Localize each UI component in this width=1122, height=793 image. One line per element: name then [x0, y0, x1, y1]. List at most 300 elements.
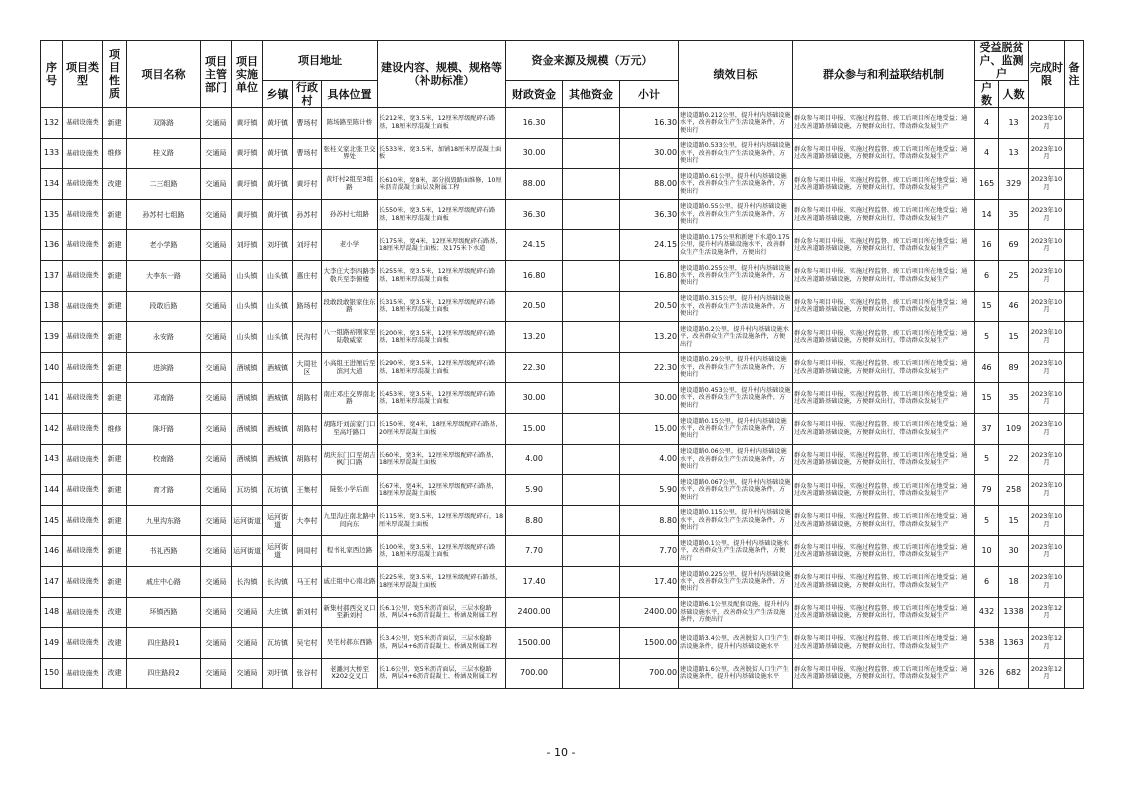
cell-other	[563, 475, 620, 506]
cell-village: 网周村	[293, 536, 322, 567]
cell-seq: 145	[41, 505, 63, 536]
cell-remark	[1065, 536, 1084, 567]
header-benefit: 受益脱贫户、监测户	[975, 41, 1029, 81]
cell-dept: 交通局	[201, 536, 232, 567]
cell-dept: 交通局	[201, 566, 232, 597]
cell-dept: 交通局	[201, 444, 232, 475]
cell-remark	[1065, 566, 1084, 597]
cell-mech: 群众参与项目申报、实施过程监督、竣工后项目所在地受益；通过改善道路基础设施，方便群众出行，带动群众发展生产	[793, 169, 975, 200]
cell-village: 曹场村	[293, 138, 322, 169]
header-dept: 项目主管部门	[201, 41, 232, 108]
cell-town: 长沟镇	[263, 566, 293, 597]
cell-other	[563, 383, 620, 414]
cell-goal: 建设道路0.533公里，提升村内基础设施水平，改善群众生产生活设施条件，方便出行	[679, 138, 793, 169]
cell-households: 15	[975, 383, 999, 414]
cell-subtotal: 8.80	[620, 505, 679, 536]
cell-subtotal: 36.30	[620, 199, 679, 230]
header-subtotal: 小计	[620, 81, 679, 108]
cell-unit: 黄圩镇	[232, 108, 263, 139]
cell-subtotal: 88.00	[620, 169, 679, 200]
cell-households: 79	[975, 475, 999, 506]
cell-town: 酒城镇	[263, 352, 293, 383]
header-remark: 备注	[1065, 41, 1084, 108]
cell-subtotal: 1500.00	[620, 628, 679, 659]
cell-content: 长3.4公里，宽5米沥青面层，三层水稳路基，两层4+6沥青混凝土、桥涵及附属工程	[378, 628, 506, 659]
cell-goal: 建设道路6.1公里及配套设施，提升村内基础设施水平，改善群众生产生活设施条件，方便出行	[679, 597, 793, 628]
cell-name: 双陈路	[127, 108, 201, 139]
cell-deadline: 2023年10月	[1029, 536, 1065, 567]
cell-type: 基础设施类	[63, 291, 103, 322]
cell-village: 胡陈村	[293, 383, 322, 414]
cell-households: 10	[975, 536, 999, 567]
cell-type: 基础设施类	[63, 230, 103, 261]
cell-mech: 群众参与项目申报、实施过程监督、竣工后项目所在地受益；通过改善道路基础设施，方便群众出行，带动群众发展生产	[793, 566, 975, 597]
cell-dept: 交通局	[201, 597, 232, 628]
cell-loc: 胡庆东门口至胡吉枫门口路	[322, 444, 378, 475]
cell-unit: 运河街道	[232, 505, 263, 536]
cell-content: 长175米，宽4米，12厘米厚级配碎石路基，18厘米厚混凝土面板；及175米下水道	[378, 230, 506, 261]
cell-name: 大李东一路	[127, 260, 201, 291]
cell-subtotal: 7.70	[620, 536, 679, 567]
cell-households: 432	[975, 597, 999, 628]
cell-deadline: 2023年10月	[1029, 230, 1065, 261]
header-unit: 项目实施单位	[232, 41, 263, 108]
cell-remark	[1065, 230, 1084, 261]
cell-goal: 建设道路0.255公里，提升村内基础设施水平，改善群众生产生活设施条件，方便出行	[679, 260, 793, 291]
cell-deadline: 2023年10月	[1029, 352, 1065, 383]
table-row	[41, 260, 1084, 291]
cell-type: 基础设施类	[63, 108, 103, 139]
cell-town: 山头镇	[263, 260, 293, 291]
cell-nature: 新建	[103, 352, 127, 383]
cell-deadline: 2023年12月	[1029, 597, 1065, 628]
cell-dept: 交通局	[201, 260, 232, 291]
cell-loc: 小高组王进厘后至滨河大道	[322, 352, 378, 383]
cell-goal: 建设道路0.06公里，提升村内基础设施水平，改善群众生产生活设施条件，方便出行	[679, 444, 793, 475]
header-village: 行政村	[293, 81, 322, 108]
cell-name: 孙苏村七组路	[127, 199, 201, 230]
cell-remark	[1065, 291, 1084, 322]
cell-seq: 140	[41, 352, 63, 383]
cell-subtotal: 17.40	[620, 566, 679, 597]
cell-fiscal: 16.30	[506, 108, 563, 139]
cell-village: 刘圩村	[293, 230, 322, 261]
cell-nature: 新建	[103, 475, 127, 506]
cell-dept: 交通局	[201, 108, 232, 139]
cell-households: 538	[975, 628, 999, 659]
cell-goal: 建设道路0.29公里，提升村内基础设施水平，改善群众生产生活设施条件，方便出行	[679, 352, 793, 383]
cell-village: 胡陈村	[293, 413, 322, 444]
cell-name: 四庄路段1	[127, 628, 201, 659]
cell-unit: 交通局	[232, 658, 263, 689]
cell-loc: 张桂义家北张卫交界处	[322, 138, 378, 169]
cell-loc: 戚庄组中心南北路	[322, 566, 378, 597]
cell-other	[563, 230, 620, 261]
cell-mech: 群众参与项目申报、实施过程监督、竣工后项目所在地受益；通过改善道路基础设施，方便群众出行，带动群众发展生产	[793, 413, 975, 444]
cell-mech: 群众参与项目申报、实施过程监督、竣工后项目所在地受益；通过改善道路基础设施，方便群众出行，带动群众发展生产	[793, 291, 975, 322]
table-row	[41, 658, 1084, 689]
cell-mech: 群众参与项目申报、实施过程监督、竣工后项目所在地受益；通过改善道路基础设施，方便群众出行，带动群众发展生产	[793, 138, 975, 169]
cell-deadline: 2023年12月	[1029, 658, 1065, 689]
header-type: 项目类型	[63, 41, 103, 108]
cell-fiscal: 1500.00	[506, 628, 563, 659]
cell-town: 运河街道	[263, 536, 293, 567]
cell-type: 基础设施类	[63, 566, 103, 597]
cell-type: 基础设施类	[63, 475, 103, 506]
cell-nature: 新建	[103, 322, 127, 353]
cell-fiscal: 24.15	[506, 230, 563, 261]
cell-content: 长212米，宽3.5米，12厘米厚级配碎石路基，18厘米厚混凝土面板	[378, 108, 506, 139]
cell-village: 惠庄村	[293, 260, 322, 291]
cell-seq: 141	[41, 383, 63, 414]
cell-subtotal: 30.00	[620, 383, 679, 414]
cell-households: 46	[975, 352, 999, 383]
header-nature: 项目性质	[103, 41, 127, 108]
cell-other	[563, 658, 620, 689]
cell-type: 基础设施类	[63, 597, 103, 628]
cell-households: 5	[975, 444, 999, 475]
cell-goal: 建设道路1.6公里，改善脱贫人口生产生活设施条件，提升村内基础设施水平	[679, 658, 793, 689]
cell-type: 基础设施类	[63, 505, 103, 536]
cell-loc: 程书礼家西边路	[322, 536, 378, 567]
cell-remark	[1065, 628, 1084, 659]
cell-people: 1363	[999, 628, 1029, 659]
cell-remark	[1065, 658, 1084, 689]
cell-type: 基础设施类	[63, 322, 103, 353]
cell-subtotal: 24.15	[620, 230, 679, 261]
cell-village: 黄圩村	[293, 169, 322, 200]
cell-dept: 交通局	[201, 291, 232, 322]
cell-nature: 改建	[103, 597, 127, 628]
header-town: 乡镇	[263, 81, 293, 108]
cell-town: 山头镇	[263, 291, 293, 322]
cell-subtotal: 5.90	[620, 475, 679, 506]
cell-fiscal: 30.00	[506, 138, 563, 169]
cell-content: 长225米，宽3.5米，12厘米级配碎石路基，18厘米厚混凝土面板	[378, 566, 506, 597]
cell-loc: 老濉河大桥至X202交叉口	[322, 658, 378, 689]
cell-seq: 150	[41, 658, 63, 689]
cell-content: 长115米，宽3.5米，12厘米厚级配碎石，18厘米厚混凝土面板	[378, 505, 506, 536]
cell-fiscal: 8.80	[506, 505, 563, 536]
cell-nature: 新建	[103, 383, 127, 414]
cell-village: 张谷村	[293, 658, 322, 689]
cell-type: 基础设施类	[63, 169, 103, 200]
cell-name: 段敢后路	[127, 291, 201, 322]
cell-fiscal: 2400.00	[506, 597, 563, 628]
cell-town: 瓦坊镇	[263, 628, 293, 659]
cell-nature: 新建	[103, 536, 127, 567]
cell-unit: 刘圩镇	[232, 230, 263, 261]
cell-type: 基础设施类	[63, 658, 103, 689]
table-row	[41, 322, 1084, 353]
cell-nature: 新建	[103, 505, 127, 536]
cell-mech: 群众参与项目申报、实施过程监督、竣工后项目所在地受益；通过改善道路基础设施，方便群众出行，带动群众发展生产	[793, 628, 975, 659]
cell-people: 30	[999, 536, 1029, 567]
cell-fiscal: 88.00	[506, 169, 563, 200]
cell-loc: 吴宅村郝东西路	[322, 628, 378, 659]
cell-village: 吴宅村	[293, 628, 322, 659]
cell-name: 进滨路	[127, 352, 201, 383]
table-row	[41, 291, 1084, 322]
cell-unit: 黄圩镇	[232, 169, 263, 200]
page-number: - 10 -	[546, 746, 576, 759]
cell-unit: 山头镇	[232, 291, 263, 322]
cell-subtotal: 4.00	[620, 444, 679, 475]
cell-goal: 建设道路0.2公里，提升村内基础设施水平，改善群众生产生活设施条件，方便出行	[679, 322, 793, 353]
cell-dept: 交通局	[201, 230, 232, 261]
cell-unit: 长沟镇	[232, 566, 263, 597]
cell-nature: 改建	[103, 169, 127, 200]
cell-households: 326	[975, 658, 999, 689]
cell-deadline: 2023年10月	[1029, 199, 1065, 230]
cell-goal: 建设道路0.212公里，提升村内基础设施水平，改善群众生产生活设施条件，方便出行	[679, 108, 793, 139]
cell-mech: 群众参与项目申报、实施过程监督、竣工后项目所在地受益；通过改善道路基础设施，方便群众出行，带动群众发展生产	[793, 383, 975, 414]
cell-loc: 陡张小学后面	[322, 475, 378, 506]
cell-unit: 酒城镇	[232, 352, 263, 383]
cell-loc: 南庄邓庄交界南北路	[322, 383, 378, 414]
cell-goal: 建设道路0.453公里，提升村内基础设施水平，改善群众生产生活设施条件，方便出行	[679, 383, 793, 414]
cell-nature: 新建	[103, 444, 127, 475]
cell-subtotal: 16.80	[620, 260, 679, 291]
cell-deadline: 2023年10月	[1029, 413, 1065, 444]
cell-remark	[1065, 138, 1084, 169]
cell-seq: 143	[41, 444, 63, 475]
cell-remark	[1065, 169, 1084, 200]
cell-deadline: 2023年10月	[1029, 383, 1065, 414]
cell-dept: 交通局	[201, 383, 232, 414]
cell-households: 16	[975, 230, 999, 261]
table-row	[41, 444, 1084, 475]
cell-remark	[1065, 260, 1084, 291]
cell-unit: 酒城镇	[232, 383, 263, 414]
cell-other	[563, 322, 620, 353]
cell-subtotal: 700.00	[620, 658, 679, 689]
cell-content: 长290米，宽3.5米，12厘米厚级配碎石路基，18厘米厚混凝土面板	[378, 352, 506, 383]
cell-deadline: 2023年10月	[1029, 444, 1065, 475]
table-row	[41, 108, 1084, 139]
cell-loc: 老小学	[322, 230, 378, 261]
cell-other	[563, 199, 620, 230]
cell-loc: 大李庄大李四路李敬兵至李俯楼	[322, 260, 378, 291]
cell-content: 长533米，宽3.5米，加铺18厘米厚混凝土面板	[378, 138, 506, 169]
cell-name: 永安路	[127, 322, 201, 353]
cell-households: 5	[975, 322, 999, 353]
cell-content: 长100米，宽3.5米，12厘米厚级配碎石路基，18厘米厚混凝土面板	[378, 536, 506, 567]
cell-deadline: 2023年12月	[1029, 628, 1065, 659]
cell-fiscal: 30.00	[506, 383, 563, 414]
cell-seq: 134	[41, 169, 63, 200]
cell-type: 基础设施类	[63, 536, 103, 567]
cell-nature: 新建	[103, 108, 127, 139]
cell-nature: 新建	[103, 260, 127, 291]
cell-people: 682	[999, 658, 1029, 689]
cell-deadline: 2023年10月	[1029, 169, 1065, 200]
cell-goal: 建设道路0.61公里，提升村内基础设施水平，改善群众生产生活设施条件，方便出行	[679, 169, 793, 200]
cell-goal: 建设道路0.55公里，提升村内基础设施水平，改善群众生产生活设施条件，方便出行	[679, 199, 793, 230]
cell-town: 运河街道	[263, 505, 293, 536]
cell-people: 258	[999, 475, 1029, 506]
cell-other	[563, 597, 620, 628]
header-seq: 序号	[41, 41, 63, 108]
cell-goal: 建设道路0.315公里，提升村内基础设施水平，改善群众生产生活设施条件，方便出行	[679, 291, 793, 322]
cell-goal: 建设道路0.067公里，提升村内基础设施水平，改善群众生产生活设施条件，方便出行	[679, 475, 793, 506]
cell-content: 长1.6公里，宽5米沥青面层，三层水稳路基，两层4+6沥青混凝土、桥涵及附属工程	[378, 658, 506, 689]
cell-loc: 九里沟庄南北路中间向东	[322, 505, 378, 536]
cell-nature: 新建	[103, 291, 127, 322]
cell-subtotal: 15.00	[620, 413, 679, 444]
table-body	[41, 108, 1084, 689]
cell-seq: 148	[41, 597, 63, 628]
header-loc: 具体位置	[322, 81, 378, 108]
cell-mech: 群众参与项目申报、实施过程监督、竣工后项目所在地受益；通过改善道路基础设施，方便群众出行，带动群众发展生产	[793, 475, 975, 506]
cell-unit: 交通局	[232, 597, 263, 628]
cell-town: 酒城镇	[263, 383, 293, 414]
table-row	[41, 169, 1084, 200]
table-row	[41, 566, 1084, 597]
cell-town: 黄圩镇	[263, 108, 293, 139]
cell-unit: 山头镇	[232, 260, 263, 291]
cell-deadline: 2023年10月	[1029, 322, 1065, 353]
cell-other	[563, 628, 620, 659]
project-table	[40, 40, 1084, 689]
cell-mech: 群众参与项目申报、实施过程监督、竣工后项目所在地受益；通过改善道路基础设施，方便群众出行，带动群众发展生产	[793, 444, 975, 475]
cell-nature: 维修	[103, 138, 127, 169]
cell-people: 1338	[999, 597, 1029, 628]
cell-goal: 建设道路0.225公里，提升村内基础设施水平，改善群众生产生活设施条件，方便出行	[679, 566, 793, 597]
cell-loc: 黄圩村2组至3组路	[322, 169, 378, 200]
cell-town: 黄圩镇	[263, 199, 293, 230]
cell-type: 基础设施类	[63, 628, 103, 659]
cell-nature: 新建	[103, 566, 127, 597]
table-row	[41, 597, 1084, 628]
cell-town: 黄圩镇	[263, 169, 293, 200]
cell-type: 基础设施类	[63, 383, 103, 414]
cell-other	[563, 413, 620, 444]
cell-seq: 146	[41, 536, 63, 567]
cell-content: 长315米，宽3.5米，12厘米厚级配碎石路基，18厘米厚混凝土面板	[378, 291, 506, 322]
cell-fiscal: 7.70	[506, 536, 563, 567]
cell-seq: 142	[41, 413, 63, 444]
cell-people: 329	[999, 169, 1029, 200]
cell-other	[563, 291, 620, 322]
cell-dept: 交通局	[201, 322, 232, 353]
header-people: 人数	[999, 81, 1029, 108]
cell-subtotal: 16.30	[620, 108, 679, 139]
cell-loc: 段敢段敢银家住东路	[322, 291, 378, 322]
cell-dept: 交通局	[201, 138, 232, 169]
cell-fiscal: 36.30	[506, 199, 563, 230]
cell-name: 老小学路	[127, 230, 201, 261]
cell-town: 刘圩镇	[263, 230, 293, 261]
cell-fiscal: 22.30	[506, 352, 563, 383]
cell-subtotal: 30.00	[620, 138, 679, 169]
cell-people: 13	[999, 138, 1029, 169]
cell-other	[563, 108, 620, 139]
cell-subtotal: 13.20	[620, 322, 679, 353]
cell-fiscal: 20.50	[506, 291, 563, 322]
cell-loc: 胡陈圩刘前家门口至高圩路口	[322, 413, 378, 444]
cell-people: 69	[999, 230, 1029, 261]
cell-seq: 149	[41, 628, 63, 659]
cell-seq: 132	[41, 108, 63, 139]
cell-dept: 交通局	[201, 413, 232, 444]
cell-type: 基础设施类	[63, 444, 103, 475]
cell-village: 路场村	[293, 291, 322, 322]
cell-fiscal: 4.00	[506, 444, 563, 475]
cell-dept: 交通局	[201, 658, 232, 689]
cell-seq: 139	[41, 322, 63, 353]
cell-unit: 酒城镇	[232, 413, 263, 444]
cell-content: 长453米，宽3.5米，12厘米厚级配碎石路基，18厘米厚混凝土面板	[378, 383, 506, 414]
cell-people: 15	[999, 322, 1029, 353]
cell-dept: 交通局	[201, 169, 232, 200]
table-row	[41, 199, 1084, 230]
cell-subtotal: 20.50	[620, 291, 679, 322]
cell-nature: 新建	[103, 199, 127, 230]
cell-loc: 新集村郝西交叉口至新刘村	[322, 597, 378, 628]
cell-remark	[1065, 108, 1084, 139]
table-row	[41, 413, 1084, 444]
cell-other	[563, 169, 620, 200]
cell-village: 曹场村	[293, 108, 322, 139]
cell-name: 四庄路段2	[127, 658, 201, 689]
cell-nature: 改建	[103, 628, 127, 659]
cell-remark	[1065, 199, 1084, 230]
cell-deadline: 2023年10月	[1029, 291, 1065, 322]
cell-loc: 孙苏村七组路	[322, 199, 378, 230]
cell-people: 15	[999, 505, 1029, 536]
cell-households: 5	[975, 505, 999, 536]
table-row	[41, 475, 1084, 506]
cell-goal: 建设道路0.1公里，提升村内基础设施水平，改善群众生产生活设施条件，方便出行	[679, 536, 793, 567]
cell-households: 14	[975, 199, 999, 230]
cell-mech: 群众参与项目申报、实施过程监督、竣工后项目所在地受益；通过改善道路基础设施，方便群众出行，带动群众发展生产	[793, 536, 975, 567]
table-row	[41, 138, 1084, 169]
cell-dept: 交通局	[201, 628, 232, 659]
cell-loc: 陈场路至陈计桥	[322, 108, 378, 139]
cell-remark	[1065, 475, 1084, 506]
cell-households: 165	[975, 169, 999, 200]
cell-town: 刘圩镇	[263, 658, 293, 689]
cell-other	[563, 536, 620, 567]
table-row	[41, 536, 1084, 567]
header-fund: 资金来源及规模（万元）	[506, 41, 679, 81]
cell-mech: 群众参与项目申报、实施过程监督、竣工后项目所在地受益；通过改善道路基础设施，方便群众出行，带动群众发展生产	[793, 260, 975, 291]
cell-village: 民沟村	[293, 322, 322, 353]
cell-content: 长200米，宽3.5米，12厘米厚级配碎石路基，18厘米厚混凝土面板	[378, 322, 506, 353]
cell-goal: 建设道路0.15公里，提升村内基础设施水平，改善群众生产生活设施条件，方便出行	[679, 413, 793, 444]
cell-mech: 群众参与项目申报、实施过程监督、竣工后项目所在地受益；通过改善道路基础设施，方便群众出行，带动群众发展生产	[793, 199, 975, 230]
cell-village: 大李村	[293, 505, 322, 536]
cell-other	[563, 352, 620, 383]
cell-content: 长610米，宽8米，部分损毁路面维修，10厘米沥青混凝土面层及附属工程	[378, 169, 506, 200]
cell-dept: 交通局	[201, 199, 232, 230]
header-content: 建设内容、规模、规格等（补助标准）	[378, 41, 506, 108]
cell-content: 长255米，宽3.5米，12厘米厚级配碎石路基，18厘米厚混凝土面板	[378, 260, 506, 291]
table-row	[41, 628, 1084, 659]
cell-fiscal: 15.00	[506, 413, 563, 444]
cell-name: 书礼西路	[127, 536, 201, 567]
cell-nature: 维修	[103, 413, 127, 444]
cell-village: 新刘村	[293, 597, 322, 628]
cell-seq: 133	[41, 138, 63, 169]
table-row	[41, 383, 1084, 414]
cell-deadline: 2023年10月	[1029, 260, 1065, 291]
cell-content: 长67米，宽4米，12厘米厚级配碎石路基，18厘米厚混凝土面板	[378, 475, 506, 506]
cell-unit: 山头镇	[232, 322, 263, 353]
cell-mech: 群众参与项目申报、实施过程监督、竣工后项目所在地受益；通过改善道路基础设施，方便群众出行，带动群众发展生产	[793, 108, 975, 139]
header-mech: 群众参与和利益联结机制	[793, 41, 975, 108]
